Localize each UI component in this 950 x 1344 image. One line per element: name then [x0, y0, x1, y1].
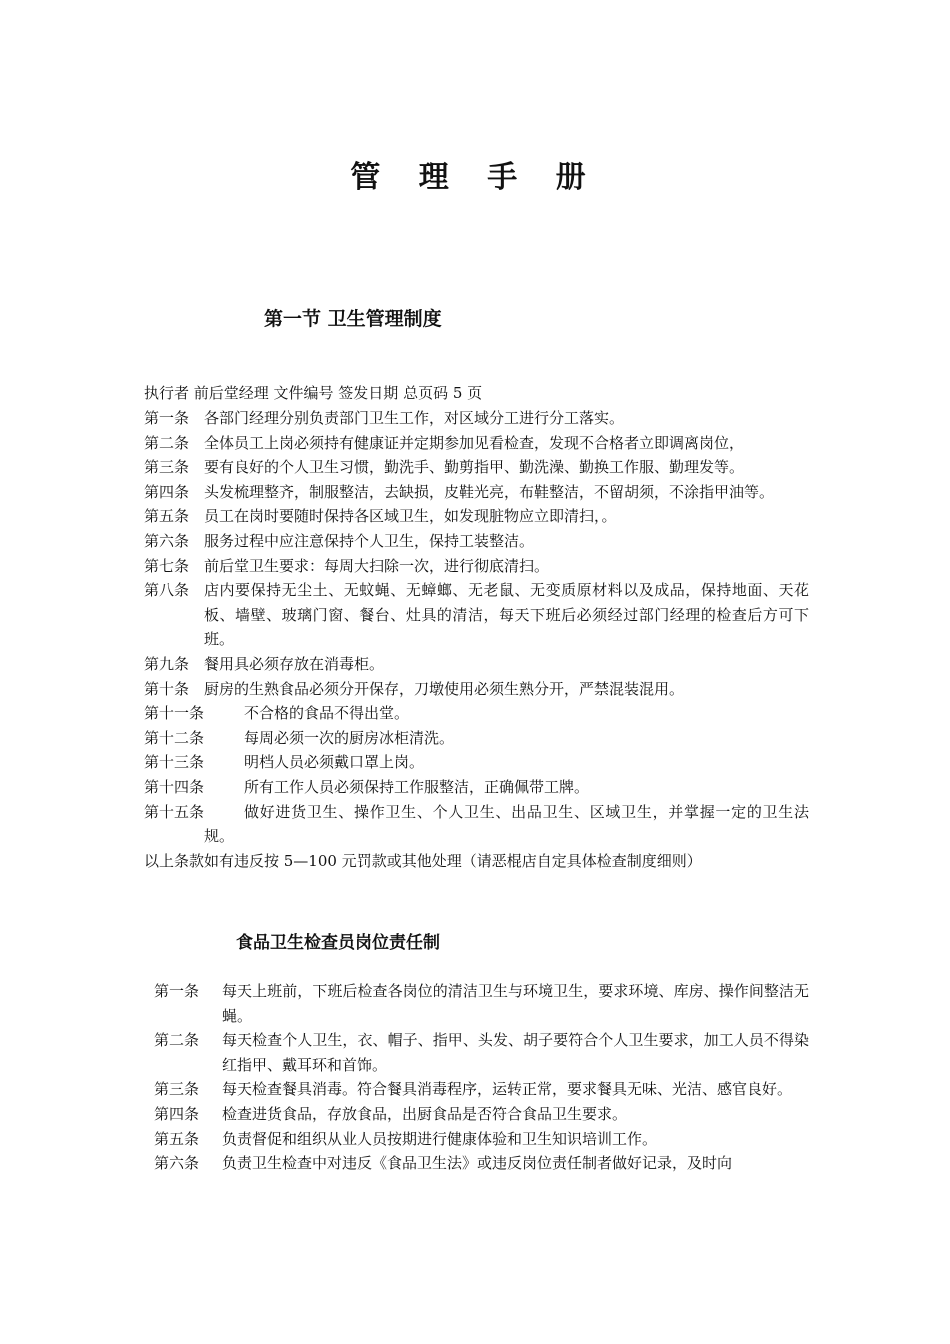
- article-text: 负责督促和组织从业人员按期进行健康体验和卫生知识培训工作。: [222, 1129, 658, 1148]
- article-number: 第十二条: [144, 728, 205, 747]
- article-item: [144, 529, 809, 554]
- section-heading-hygiene: 第一节 卫生管理制度: [264, 308, 442, 330]
- article-item: [154, 979, 809, 1028]
- article-number: 第三条: [144, 458, 190, 477]
- article-text: 服务过程中应注意保持个人卫生，保持工装整洁。: [204, 531, 535, 550]
- article-item: [144, 578, 809, 652]
- article-item: [144, 775, 809, 800]
- inspector-article-list: [154, 979, 809, 1176]
- article-text: 每天检查餐具消毒。符合餐具消毒程序，运转正常，要求餐具无味、光洁、感官良好。: [222, 1080, 793, 1099]
- article-item: [144, 677, 809, 702]
- article-number: 第三条: [154, 1080, 200, 1099]
- article-text: 明档人员必须戴口罩上岗。: [244, 753, 425, 772]
- article-number: 第十五条: [144, 802, 205, 821]
- article-item: [144, 652, 809, 677]
- article-number: 第二条: [154, 1031, 200, 1050]
- article-item: [154, 1077, 809, 1102]
- article-text: 全体员工上岗必须持有健康证并定期参加见看检查，发现不合格者立即调离岗位，: [204, 433, 745, 452]
- article-text: 每周必须一次的厨房冰柜清洗。: [244, 728, 455, 747]
- article-text: 店内要保持无尘土、无蚊蝇、无蟑螂、无老鼠、无变质原材料以及成品，保持地面、天花板、墙壁、玻璃门窗、餐台、灶具的清洁，每天下班后必须经过部门经理的检查后方可下班。: [204, 581, 809, 649]
- article-number: 第十一条: [144, 704, 205, 723]
- article-number: 第九条: [144, 654, 190, 673]
- article-number: 第一条: [144, 409, 190, 427]
- document-title: 管 理 手 册: [350, 160, 600, 195]
- article-number: 第一条: [154, 982, 200, 1000]
- article-text: 做好进货卫生、操作卫生、个人卫生、出品卫生、区域卫生，并掌握一定的卫生法规。: [204, 802, 809, 846]
- article-item: [144, 431, 809, 456]
- article-number: 第五条: [154, 1129, 200, 1148]
- article-text: 头发梳理整齐，制服整洁，去缺损，皮鞋光亮，布鞋整洁，不留胡须，不涂指甲油等。: [204, 482, 775, 501]
- article-item: [144, 406, 809, 431]
- document-meta: 执行者 前后堂经理 文件编号 签发日期 总页码 5 页: [144, 384, 483, 402]
- hygiene-article-list: [144, 406, 809, 873]
- article-number: 第七条: [144, 556, 190, 575]
- article-text: 餐用具必须存放在消毒柜。: [204, 654, 385, 673]
- article-text: 厨房的生熟食品必须分开保存，刀墩使用必须生熟分开，严禁混装混用。: [204, 679, 685, 698]
- article-text: 负责卫生检查中对违反《食品卫生法》或违反岗位责任制者做好记录，及时向: [222, 1154, 733, 1173]
- article-text: 所有工作人员必须保持工作服整洁，正确佩带工牌。: [244, 777, 590, 796]
- article-item: [154, 1151, 809, 1176]
- article-number: 第六条: [154, 1154, 200, 1173]
- article-item: [144, 701, 809, 726]
- article-number: 第五条: [144, 507, 190, 526]
- article-text: 各部门经理分别负责部门卫生工作，对区域分工进行分工落实。: [204, 409, 625, 427]
- article-item: [154, 1028, 809, 1077]
- article-item: [144, 455, 809, 480]
- article-number: 第十条: [144, 679, 190, 698]
- penalty-note: 以上条款如有违反按 5—100 元罚款或其他处理（请恶棍店自定具体检查制度细则）: [144, 851, 702, 870]
- article-number: 第六条: [144, 531, 190, 550]
- article-text: 要有良好的个人卫生习惯，勤洗手、勤剪指甲、勤洗澡、勤换工作服、勤理发等。: [204, 458, 745, 477]
- article-number: 第十三条: [144, 753, 205, 772]
- article-item: [144, 750, 809, 775]
- article-item: [144, 480, 809, 505]
- article-number: 第四条: [144, 482, 190, 501]
- article-text: 员工在岗时要随时保持各区域卫生，如发现脏物应立即清扫，。: [204, 507, 617, 526]
- article-item: [144, 554, 809, 579]
- article-text: 不合格的食品不得出堂。: [244, 704, 410, 723]
- article-number: 第二条: [144, 433, 190, 452]
- article-text: 每天检查个人卫生，衣、帽子、指甲、头发、胡子要符合个人卫生要求，加工人员不得染红指甲、戴耳环和首饰。: [222, 1031, 809, 1074]
- article-number: 第十四条: [144, 777, 205, 796]
- section-heading-inspector-duties: 食品卫生检查员岗位责任制: [236, 933, 440, 953]
- article-item: [144, 504, 809, 529]
- article-number: 第八条: [144, 581, 190, 600]
- article-text: 前后堂卫生要求：每周大扫除一次，进行彻底清扫。: [204, 556, 550, 575]
- article-number: 第四条: [154, 1104, 200, 1123]
- article-item: [154, 1127, 809, 1152]
- article-text: 检查进货食品，存放食品，出厨食品是否符合食品卫生要求。: [222, 1104, 628, 1123]
- article-text: 每天上班前，下班后检查各岗位的清洁卫生与环境卫生，要求环境、库房、操作间整洁无蝇。: [222, 982, 809, 1025]
- article-item: [144, 726, 809, 751]
- article-item: [144, 800, 809, 849]
- article-item: [154, 1102, 809, 1127]
